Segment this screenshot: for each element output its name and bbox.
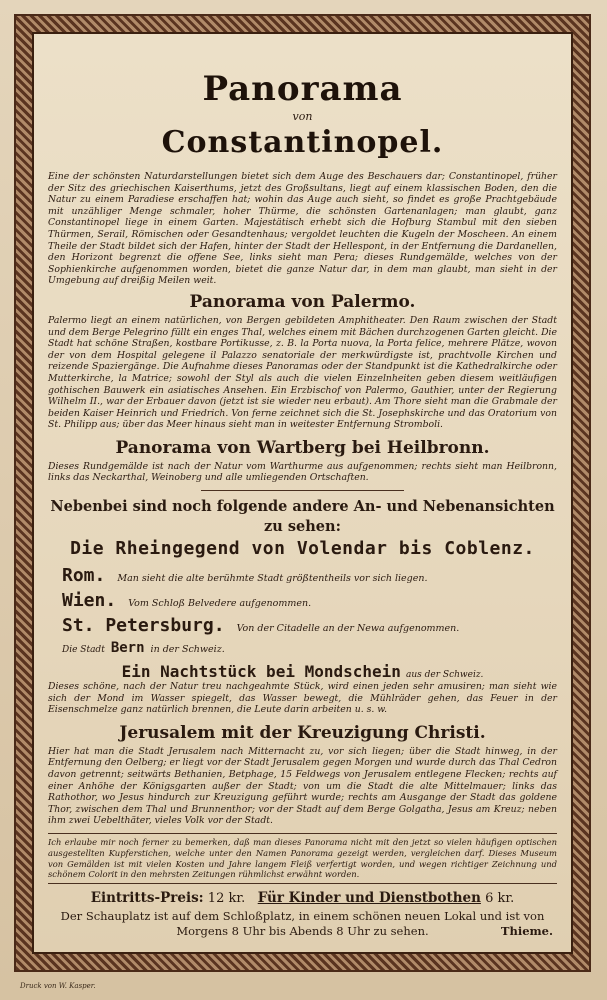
- view-name: Wien.: [62, 590, 117, 612]
- rhein-heading: Die Rheingegend von Volendar bis Coblenz.: [70, 538, 535, 560]
- view-rom: [62, 565, 557, 586]
- view-desc: Von der Citadelle an der Newa aufgenommen.: [236, 623, 460, 635]
- price-line: [48, 888, 557, 909]
- title-von: von: [292, 110, 313, 123]
- view-name: St. Petersburg.: [62, 615, 225, 637]
- wartberg-heading: Panorama von Wartberg bei Heilbronn.: [115, 437, 490, 458]
- jerusalem-heading: Jerusalem mit der Kreuzigung Christi.: [119, 722, 486, 743]
- poster-title-city: Constantinopel.: [161, 125, 444, 160]
- nacht-heading: [48, 662, 557, 681]
- divider: [201, 490, 405, 491]
- view-name: Rom.: [62, 565, 106, 587]
- printer-credit: Druck von W. Kasper.: [20, 982, 96, 990]
- price-label: Eintritts-Preis:: [90, 890, 204, 907]
- view-petersburg: [62, 615, 557, 636]
- nacht-post: aus der Schweiz.: [406, 670, 484, 681]
- wartberg-paragraph: Dieses Rundgemälde ist nach der Natur vom Warthurme aus aufgenommen; rechts sieht man Heilbronn, links das Neckarthal, Weinoberg und alle umliegenden Ortschaften.: [48, 460, 557, 484]
- view-desc: Man sieht die alte berühmte Stadt größtentheils vor sich liegen.: [117, 573, 428, 585]
- price-adult: 12 kr.: [207, 891, 246, 907]
- bern-post: in der Schweiz.: [150, 644, 225, 656]
- intro-paragraph: Eine der schönsten Naturdarstellungen bietet sich dem Auge des Beschauers dar; Constantinopel, früher der Sitz des griechischen Kaiserthums, jetzt des Großsultans, liegt auf einem klassischen Boden, den die Natur zu einem Paradiese erschaffen hat; wohin das Auge auch sieht, so findet es große Prachtgebäude mit unzähliger Menge schmaler, hoher Thürme, die schönsten Gartenanlagen; man glaubt, ganz Constantinopel liege in einem Garten. Majestätisch erhebt sich die Hofburg Stambul mit den sieben Thürmen, Serail, Römischen oder Gesandtenhaus; vergoldet leuchten die Kugeln der Moscheen. An einem Theile der Stadt bildet sich der Hafen, hinter der Stadt der Hellespont, in der Entfernung die Dardanellen, den Horizont begrenzt die offene See, links sieht man Pera; dieses Rundgemälde, welches von der Sophienkirche aufgenommen worden, bietet die ganze Natur dar, in dem man glaubt, man sieht in der Umgebung auf dreißig Meilen weit.: [48, 171, 557, 287]
- bern-name: Bern: [110, 640, 145, 657]
- palermo-heading: Panorama von Palermo.: [189, 291, 416, 312]
- poster-content: [48, 42, 557, 939]
- palermo-paragraph: Palermo liegt an einem natürlichen, von Bergen gebildeten Amphitheater. Den Raum zwischen der Stadt und dem Berge Pelegrino füllt ein enges Thal, welches einem mit Bächen durchzogenen Garten gleicht. Die Stadt hat schöne Straßen, kostbare Portikusse, z. B. la Porta nuova, la Porta felice, mehrere Plätze, wovon der von dem Hospital gelegene il Palazzo senatoriale der merkwürdigste ist, prachtvolle Kirchen und reizende Spaziergänge. Die Aufnahme dieses Panoramas oder der Standpunkt ist die Kathedralkirche oder Mutterkirche, la Matrice; sowohl der Styl als auch die vielen Einzelnheiten geben diesem weitläufigen gothischen Bauwerk ein asiatisches Ansehen. Ein Erzbischof von Palermo, Gauthier, unter der Regierung Wilhelm II., war der Erbauer davon (jetzt ist sie wieder neu erbaut). Am Thore sieht man die Grabmale der beiden Kaiser Heinrich und Friedrich. Von ferne zeichnet sich die St. Josephskirche und das Oratorium von St. Philipp aus; über das Meer hinaus sieht man in weitester Entfernung Stromboli.: [48, 314, 557, 431]
- signature: Thieme.: [500, 924, 553, 939]
- nacht-paragraph: Dieses schöne, nach der Natur treu nachgeahmte Stück, wird einen jeden sehr amusiren; man sieht wie sich der Mond im Wasser spiegelt, das Wasser bewegt, die Mühlräder gehen, das Feuer in der Eisenschmelze ganz natürlich brennen, die Leute darin arbeiten u. s. w.: [48, 681, 557, 716]
- view-desc: Vom Schloß Belvedere aufgenommen.: [128, 598, 312, 610]
- bern-pre: Die Stadt: [62, 645, 105, 656]
- jerusalem-paragraph: Hier hat man die Stadt Jerusalem nach Mitternacht zu, vor sich liegen; über die Stadt hinweg, in der Entfernung den Oelberg; er liegt vor der Stadt Jerusalem gegen Morgen und wurde durch das Thal Cedron davon getrennt; seitwärts Bethanien, Betphage, 15 Feldwegs von Jerusalem entlegene Flecken; rechts auf einer Anhöhe der Königsgarten außer der Stadt; von um die Stadt die alte Mittelmauer; links das Rathothor, wo Jesus hindurch zur Kreuzigung geführt wurde; rechts am Ausgange der Stadt das goldene Thor, zwischen dem Thal und Brunnenthor; vor der Stadt auf dem Berge Golgatha, Jesus am Kreuz; neben ihm zwei Uebelthäter, vieles Volk vor der Stadt.: [48, 745, 557, 827]
- schauplatz-line: Der Schauplatz ist auf dem Schloßplatz, in einem schönen neuen Lokal und ist von: [60, 909, 545, 924]
- price-kids-label: Für Kinder und Dienstbothen: [257, 890, 481, 907]
- price-kids: 6 kr.: [485, 891, 515, 907]
- note-box: [48, 833, 557, 884]
- view-bern: [62, 640, 557, 656]
- note-paragraph: Ich erlaube mir noch ferner zu bemerken, daß man dieses Panorama nicht mit den jetzt so vielen häufigen optischen ausgestellten Kupferstichen, welche unter den Namen Panorama gezeigt werden, vergleichen darf. Dieses Museum von Gemälden ist mit vielen Kosten und Jahre langem Fleiß verfertigt worden, und wegen richtiger Zeichnung und schönem Colorit in den mehrsten Zeitungen rühmlichst erwähnt worden.: [48, 837, 557, 880]
- view-wien: [62, 590, 557, 611]
- nacht-title: Ein Nachtstück bei Mondschein: [121, 662, 401, 682]
- hours-line: [48, 924, 557, 939]
- poster-body: [32, 32, 573, 954]
- hours-text: Morgens 8 Uhr bis Abends 8 Uhr zu sehen.: [176, 924, 429, 939]
- nebenbei-heading: Nebenbei sind noch folgende andere An- und Nebenansichten zu sehen:: [50, 498, 555, 536]
- poster-title: Panorama: [202, 69, 403, 109]
- ornamental-border: [14, 14, 591, 972]
